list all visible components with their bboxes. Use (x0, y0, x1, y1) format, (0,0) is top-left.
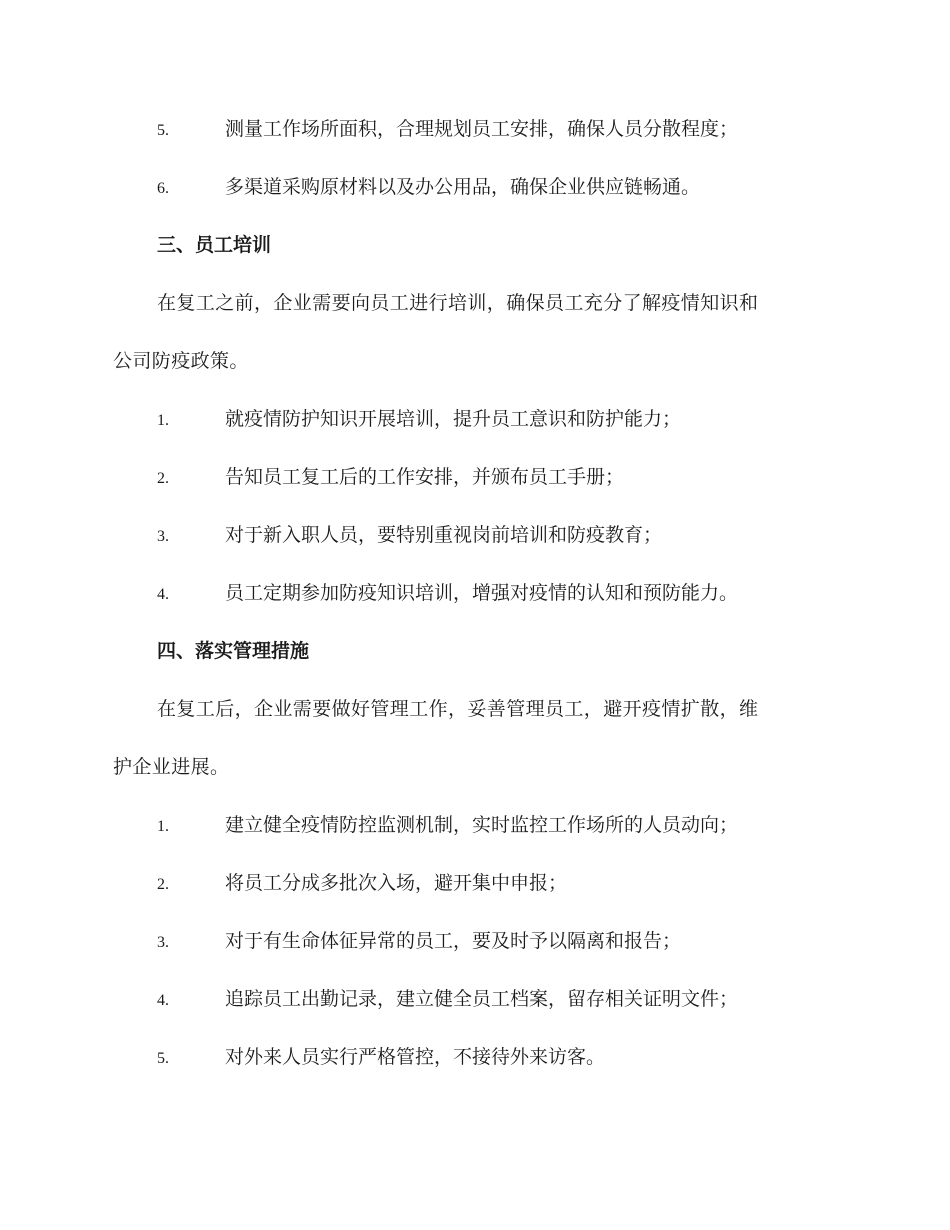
intro-line: 公司防疫政策。 (113, 350, 249, 372)
list-text: 追踪员工出勤记录，建立健全员工档案，留存相关证明文件； (225, 988, 739, 1010)
list-number: 6. (157, 180, 169, 197)
list-text: 对于有生命体征异常的员工，要及时予以隔离和报告； (225, 930, 682, 952)
list-item (113, 979, 833, 1020)
list-item (113, 109, 833, 150)
intro-line: 在复工之前，企业需要向员工进行培训，确保员工充分了解疫情知识和 (157, 292, 759, 314)
list-item (113, 863, 833, 904)
list-item (113, 457, 833, 498)
list-text: 多渠道采购原材料以及办公用品，确保企业供应链畅通。 (225, 176, 701, 198)
list-number: 2. (157, 470, 169, 487)
list-text: 就疫情防护知识开展培训，提升员工意识和防护能力； (225, 408, 682, 430)
list-number: 1. (157, 818, 169, 835)
intro-line: 在复工后，企业需要做好管理工作，妥善管理员工，避开疫情扩散，维 (157, 698, 759, 720)
intro-line: 护企业进展。 (113, 756, 230, 778)
list-number: 5. (157, 1050, 169, 1067)
list-number: 4. (157, 992, 169, 1009)
document-body (113, 109, 833, 1095)
section-heading: 四、落实管理措施 (157, 640, 310, 662)
list-item (113, 1037, 833, 1078)
section-heading: 三、员工培训 (157, 234, 272, 256)
list-number: 5. (157, 122, 169, 139)
list-item (113, 573, 833, 614)
list-text: 测量工作场所面积，合理规划员工安排，确保人员分散程度； (225, 118, 739, 140)
list-text: 建立健全疫情防控监测机制，实时监控工作场所的人员动向； (225, 814, 739, 836)
list-text: 将员工分成多批次入场，避开集中申报； (225, 872, 568, 894)
list-item (113, 515, 833, 556)
list-item (113, 399, 833, 440)
list-text: 告知员工复工后的工作安排，并颁布员工手册； (225, 466, 625, 488)
list-number: 2. (157, 876, 169, 893)
section-intro (113, 689, 833, 788)
list-item (113, 805, 833, 846)
list-item (113, 167, 833, 208)
list-number: 3. (157, 528, 169, 545)
list-number: 4. (157, 586, 169, 603)
list-number: 3. (157, 934, 169, 951)
list-number: 1. (157, 412, 169, 429)
section-intro (113, 283, 833, 382)
list-item (113, 921, 833, 962)
list-text: 员工定期参加防疫知识培训，增强对疫情的认知和预防能力。 (225, 582, 739, 604)
list-text: 对外来人员实行严格管控，不接待外来访客。 (225, 1046, 606, 1068)
list-text: 对于新入职人员，要特别重视岗前培训和防疫教育； (225, 524, 663, 546)
